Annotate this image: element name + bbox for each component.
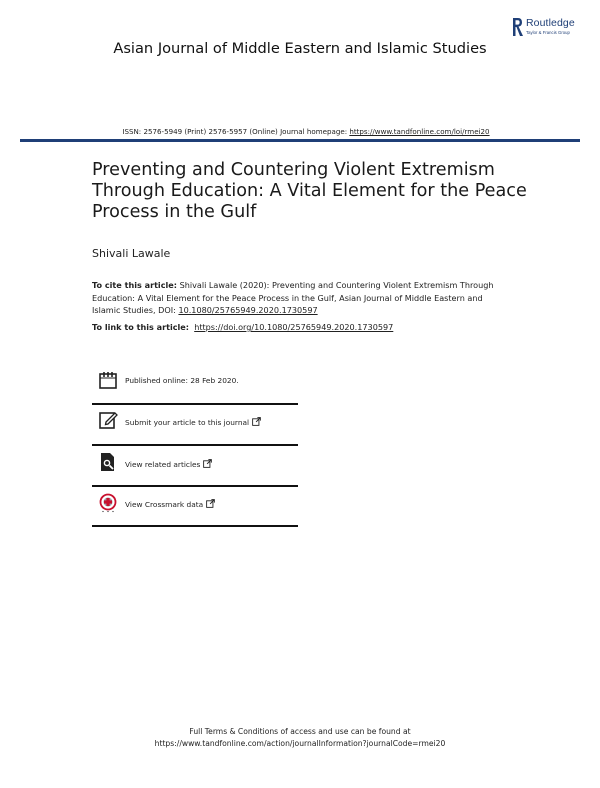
calendar-icon — [98, 370, 118, 390]
row-divider — [92, 403, 298, 405]
crossmark-row[interactable] — [92, 491, 298, 521]
citation-text: Shivali Lawale (2020): Preventing and Countering Violent Extremism Through Education: A Vital Element for the Peace Process in the Gulf, Asian Journal of Middle Eastern and Islamic Studies, DOI: — [92, 280, 494, 316]
crossmark-label: View Crossmark data — [125, 500, 204, 509]
external-link-icon — [206, 499, 215, 508]
submit-article-label: Submit your article to this journal — [125, 418, 250, 427]
edit-icon — [98, 410, 118, 430]
article-link-label: To link to this article: — [92, 322, 190, 332]
submit-article-link[interactable] — [125, 417, 261, 427]
author-name: Shivali Lawale — [92, 247, 171, 260]
brand-name: Routledge — [526, 17, 575, 29]
footer-url[interactable]: https://www.tandfonline.com/action/journalInformation?journalCode=rmei20 — [154, 739, 446, 748]
header-divider — [20, 139, 580, 142]
routledge-logo — [512, 16, 592, 40]
citation-block — [92, 279, 512, 317]
issn-line — [0, 127, 600, 136]
related-articles-label: View related articles — [125, 460, 201, 469]
row-divider — [92, 525, 298, 527]
footer-terms: Full Terms & Conditions of access and use can be found at — [189, 727, 411, 736]
footer — [0, 726, 600, 750]
issn-text: ISSN: 2576-5949 (Print) 2576-5957 (Online) Journal homepage: — [122, 127, 350, 136]
citation-label: To cite this article: — [92, 280, 178, 290]
published-date: Published online: 28 Feb 2020. — [125, 376, 239, 385]
routledge-logo-icon — [512, 16, 524, 38]
related-articles-link[interactable] — [125, 459, 212, 469]
journal-homepage-link[interactable]: https://www.tandfonline.com/loi/rmei20 — [349, 127, 490, 136]
crossmark-link[interactable] — [125, 499, 215, 509]
row-divider — [92, 485, 298, 487]
citation-doi-link[interactable]: 10.1080/25765949.2020.1730597 — [178, 305, 318, 316]
related-articles-row[interactable] — [92, 450, 298, 480]
crossmark-icon — [98, 493, 118, 513]
article-link-block — [92, 322, 512, 332]
external-link-icon — [203, 459, 212, 468]
document-search-icon — [98, 452, 118, 472]
row-divider — [92, 444, 298, 446]
article-link-url[interactable]: https://doi.org/10.1080/25765949.2020.1730597 — [194, 322, 394, 332]
submit-article-row[interactable] — [92, 408, 298, 438]
journal-title: Asian Journal of Middle Eastern and Islamic Studies — [113, 40, 487, 57]
brand-subtitle: Taylor & Francis Group — [526, 30, 570, 35]
external-link-icon — [252, 417, 261, 426]
published-row — [92, 368, 298, 398]
article-title: Preventing and Countering Violent Extremism Through Education: A Vital Element for the Peace Process in the Gulf — [92, 160, 527, 222]
